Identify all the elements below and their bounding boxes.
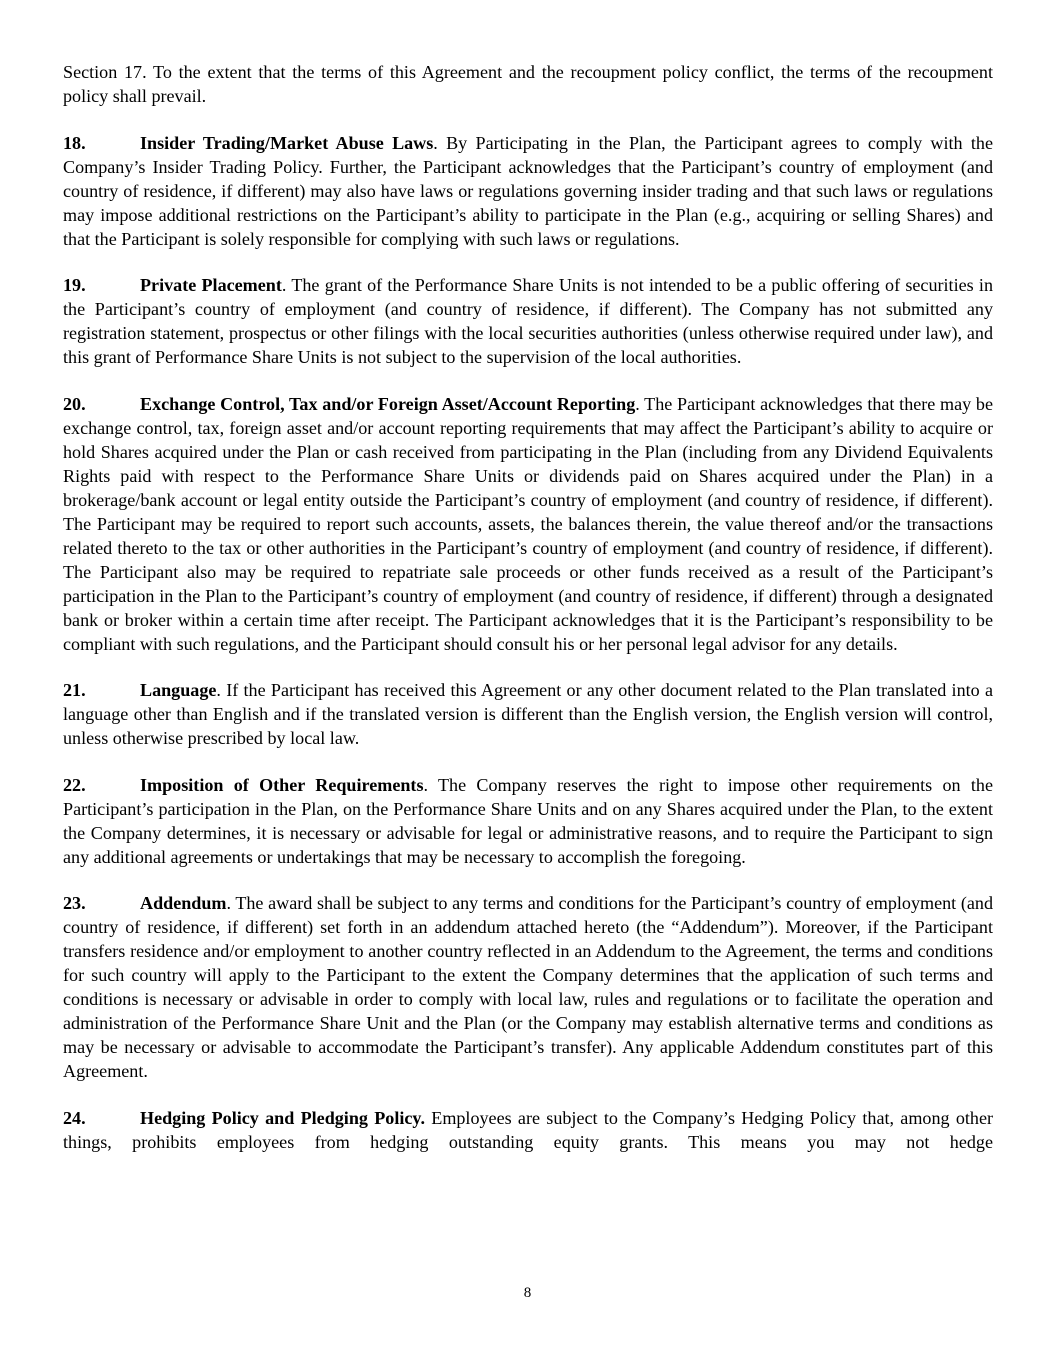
section-heading: Private Placement: [140, 275, 282, 295]
section-body: The Company reserves the right to impose other requirements on the Participant’s participation in the Plan, on the Performance Share Units and on any Shares acquired under the Plan, to the extent the Company determines, it is necessary or advisable for legal or administrative reasons, and to require the Participant to sign any additional agreements or undertakings that may be necessary to accomplish the foregoing.: [63, 774, 993, 867]
section-heading: Language: [140, 680, 217, 700]
section-18-insider-trading: [63, 131, 993, 251]
section-body: By Participating in the Plan, the Participant agrees to comply with the Company’s Insider Trading Policy. Further, the Participant acknowledges that the Participant’s country of employment (and country of residence, if different) may also have laws or regulations governing insider trading and that such laws or regulations may impose additional restrictions on the Participant’s ability to participate in the Plan (e.g., acquiring or selling Shares) and that the Participant is solely responsible for complying with such laws or regulations.: [63, 132, 993, 249]
heading-punctuation: .: [226, 893, 232, 913]
section-heading: Imposition of Other Requirements: [140, 774, 424, 795]
section-number: 19.: [63, 275, 86, 295]
section-heading: Hedging Policy and Pledging Policy.: [140, 1107, 425, 1128]
section-number: 22.: [63, 774, 86, 795]
section-heading: Insider Trading/Market Abuse Laws: [140, 132, 434, 153]
section-22-other-requirements: [63, 773, 993, 869]
section-body: If the Participant has received this Agreement or any other document related to the Plan translated into a language other than English and if the translated version is different than the English version, the English version will control, unless otherwise prescribed by local law.: [63, 680, 993, 748]
section-17-continuation: Section 17. To the extent that the terms of this Agreement and the recoupment policy conflict, the terms of the recoupment policy shall prevail.: [63, 62, 993, 106]
heading-punctuation: .: [281, 275, 287, 295]
document-page: [63, 60, 993, 1176]
section-number: 24.: [63, 1107, 86, 1128]
section-number: 23.: [63, 893, 86, 913]
heading-punctuation: .: [216, 680, 221, 700]
section-24-hedging-policy: [63, 1106, 993, 1154]
section-body: Employees are subject to the Company’s Hedging Policy that, among other things, prohibits employees from hedging outstanding equity grants. This means you may not hedge: [63, 1107, 994, 1152]
heading-punctuation: .: [423, 774, 429, 795]
section-body: The grant of the Performance Share Units is not intended to be a public offering of securities in the Participant’s country of employment (and country of residence, if different). The Company has not submitted any registration statement, prospectus or other filings with the local securities authorities (unless otherwise required under law), and this grant of Performance Share Units is not subject to the supervision of the local authorities.: [63, 275, 993, 367]
section-body: The award shall be subject to any terms and conditions for the Participant’s country of employment (and country of residence, if different) set forth in an addendum attached hereto (the “Addendum”). Moreover, if the Participant transfers residence and/or employment to another country reflected in an Addendum to the Agreement, the terms and conditions for such country will apply to the Participant to the extent the Company determines that the application of such terms and conditions is necessary or advisable in order to comply with local law, rules and regulations or to facilitate the operation and administration of the Performance Share Unit and the Plan (or the Company may establish alternative terms and conditions as may be necessary or advisable to accommodate the Participant’s transfer). Any applicable Addendum constitutes part of this Agreement.: [63, 893, 993, 1081]
heading-punctuation: .: [635, 393, 640, 414]
section-23-addendum: [63, 891, 993, 1083]
section-body: The Participant acknowledges that there may be exchange control, tax, foreign asset and/or account reporting requirements that may affect the Participant’s ability to acquire or hold Shares acquired under the Plan or cash received from participating in the Plan (including from any Dividend Equivalents Rights paid with respect to the Performance Share Units or dividends paid on Shares acquired under the Plan) in a brokerage/bank account or legal entity outside the Participant’s country of employment (and country of residence, if different). The Participant may be required to report such accounts, assets, the balances therein, the value thereof and/or the transactions related thereto to the tax or other authorities in the Participant’s country of employment (and country of residence, if different). The Participant also may be required to repatriate sale proceeds or other funds received as a result of the Participant’s participation in the Plan to the Participant’s country of employment (and country of residence, if different) through a designated bank or broker within a certain time after receipt. The Participant acknowledges that it is the Participant’s responsibility to be compliant with such regulations, and the Participant should consult his or her personal legal advisor for any details.: [63, 393, 993, 654]
section-heading: Addendum: [140, 893, 227, 913]
section-21-language: [63, 678, 993, 750]
section-19-private-placement: [63, 273, 993, 369]
section-number: 18.: [63, 132, 86, 153]
section-20-exchange-control: [63, 392, 993, 656]
heading-punctuation: .: [433, 132, 438, 153]
page-number: 8: [523, 1285, 532, 1301]
section-heading: Exchange Control, Tax and/or Foreign Asset/Account Reporting: [140, 393, 636, 414]
section-number: 20.: [63, 393, 86, 414]
section-number: 21.: [63, 680, 86, 700]
